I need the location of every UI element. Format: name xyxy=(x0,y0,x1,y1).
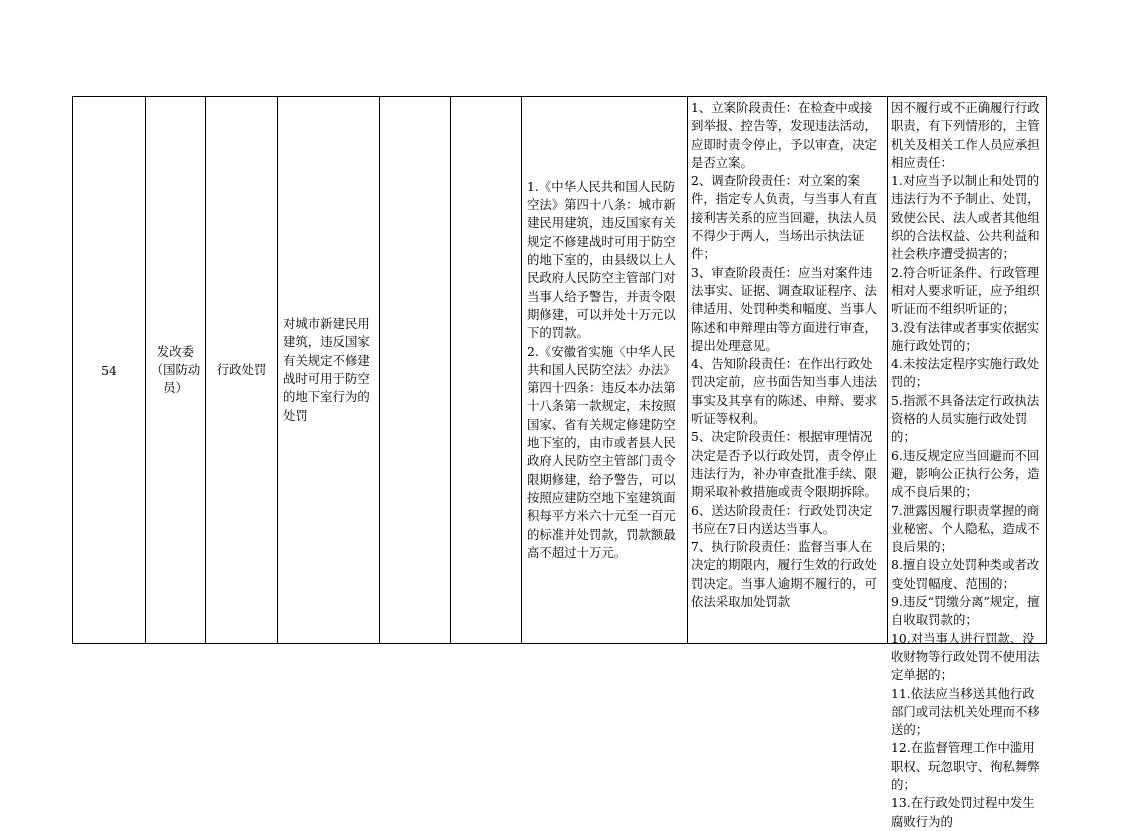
liability-text: 因不履行或不正确履行行政职责，有下列情形的，主管机关及相关工作人员应承担相应责任： 1.对应当予以制止和处罚的违法行为不予制止、处罚，致使公民、法人或者其他组织的合法权益、公共利益和社会秩序遭受损害的； 2.符合听证条件、行政管理相对人要求听证，应予组织听证而不组织听证的； 3.没有法律或者事实依据实施行政处罚的； 4.未按法定程序实施行政处罚的； 5.指派不具备法定行政执法资格的人员实施行政处罚的； 6.违反规定应当回避而不回避，影响公正执行公务，造成不良后果的； 7.泄露因履行职责掌握的商业秘密、个人隐私，造成不良后果的； 8.擅自设立处罚种类或者改变处罚幅度、范围的； 9.违反“罚缴分离”规定，擅自收取罚款的； 10.对当事人进行罚款、没收财物等行政处罚不使用法定单据的； 11.依法应当移送其他行政部门或司法机关处理而不移送的； 12.在监督管理工作中滥用职权、玩忽职守、徇私舞弊的； 13.在行政处罚过程中发生腐败行为的 xyxy=(891,100,1040,829)
department-text: 发改委（国防动员） xyxy=(150,343,201,396)
cell-liability xyxy=(888,97,1048,829)
cell-empty-5 xyxy=(380,97,451,643)
category-text: 行政处罚 xyxy=(216,361,267,377)
cell-department xyxy=(146,97,206,643)
cell-legal-basis xyxy=(522,97,688,643)
item-text: 对城市新建民用建筑，违反国家有关规定不修建战时可用于防空的地下室行为的处罚 xyxy=(283,316,370,423)
cell-category xyxy=(206,97,278,643)
row-number: 54 xyxy=(101,362,117,378)
cell-row-number xyxy=(73,97,146,643)
cell-item xyxy=(278,97,380,643)
responsibility-text: 1、立案阶段责任：在检查中或接到举报、控告等，发现违法活动，应即时责令停止，予以审查，决定是否立案。 2、调查阶段责任：对立案的案件，指定专人负责，与当事人有直接利害关系的应当回避，执法人员不得少于两人，当场出示执法证件； 3、审查阶段责任：应当对案件违法事实、证据、调查取证程序、法律适用、处罚种类和幅度、当事人陈述和申辩理由等方面进行审查，提出处理意见。 4、告知阶段责任：在作出行政处罚决定前，应书面告知当事人违法事实及其享有的陈述、申辩、要求听证等权利。 5、决定阶段责任：根据审理情况决定是否予以行政处罚，责令停止违法行为，补办审查批准手续、限期采取补救措施或责令限期拆除。 6、送达阶段责任：行政处罚决定书应在7日内送达当事人。 7、执行阶段责任：监督当事人在决定的期限内，履行生效的行政处罚决定。当事人逾期不履行的，可依法采取加处罚款 xyxy=(691,100,877,610)
enforcement-table xyxy=(72,96,1047,829)
cell-responsibility xyxy=(688,97,888,643)
cell-empty-6 xyxy=(451,97,522,643)
legal-basis-text: 1.《中华人民共和国人民防空法》第四十八条：城市新建民用建筑，违反国家有关规定不修建战时可用于防空的地下室的，由县级以上人民政府人民防空主管部门对当事人给予警告，并责令限期修建，可以并处十万元以下的罚款。 2.《安徽省实施〈中华人民共和国人民防空法〉办法》第四十四条：违反本办法第十八条第一款规定，未按照国家、省有关规定修建防空地下室的，由市或者县人民政府人民防空主管部门责令限期修建，给予警告，可以按照应建防空地下室建筑面积每平方米六十元至一百元的标准并处罚款，罚款额最高不超过十万元。 xyxy=(527,178,676,560)
